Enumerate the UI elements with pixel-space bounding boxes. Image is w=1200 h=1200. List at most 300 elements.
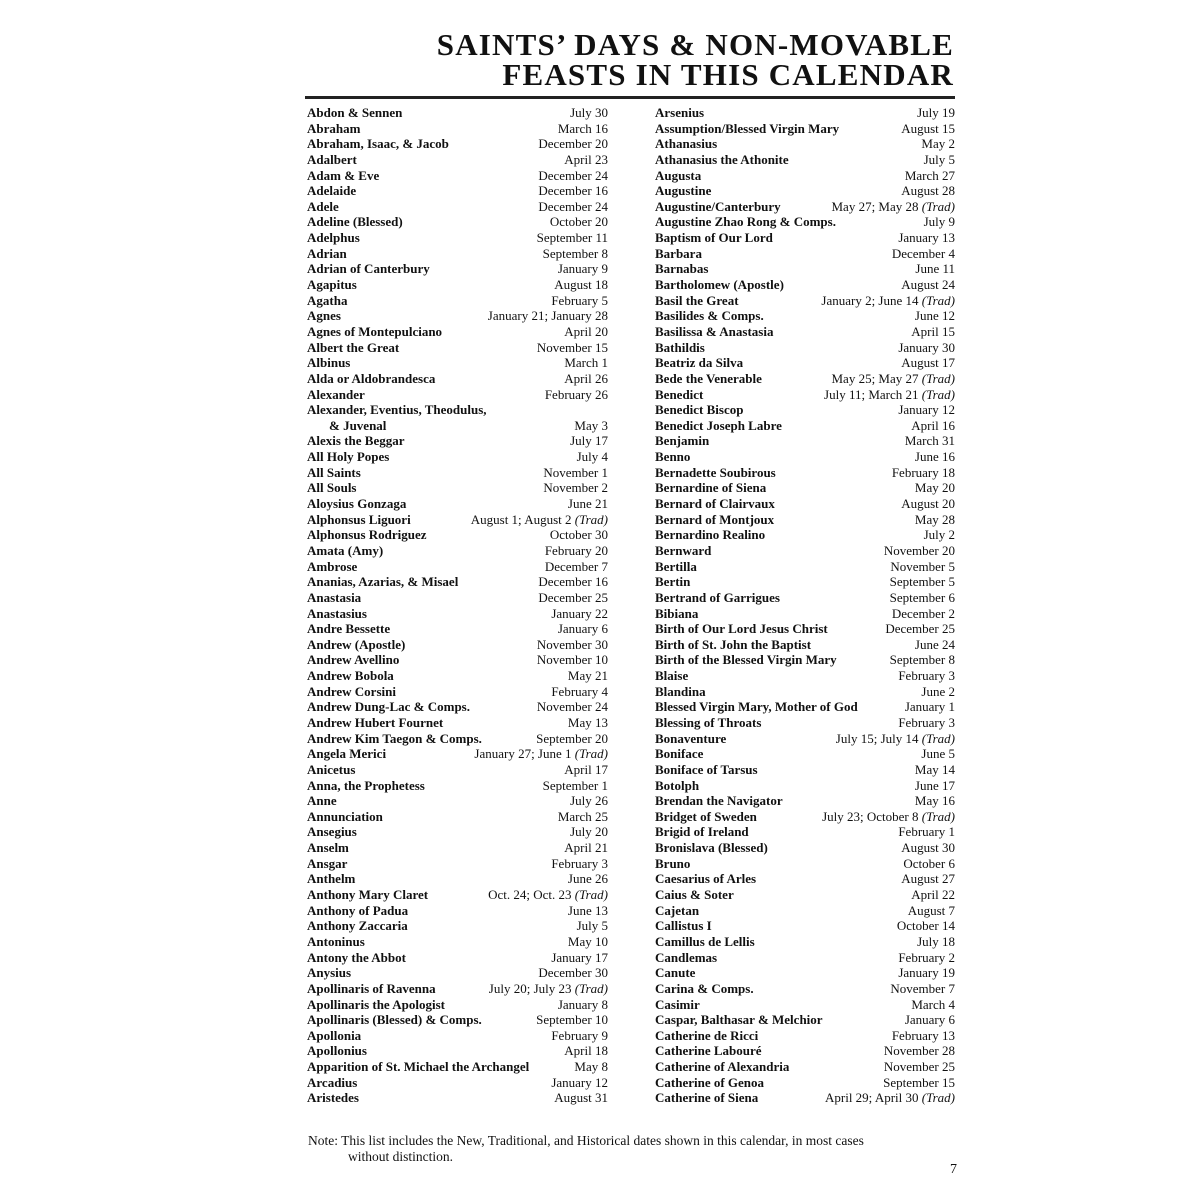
list-item <box>655 934 955 950</box>
feast-date-text: August 30 <box>901 840 955 856</box>
traditional-marker: (Trad) <box>921 292 955 308</box>
saint-name: Blandina <box>655 683 706 699</box>
list-item <box>307 293 608 309</box>
feast-date <box>558 997 608 1013</box>
feast-date <box>564 840 608 856</box>
feast-date <box>890 590 955 606</box>
feast-date-text: May 20 <box>914 480 955 496</box>
saint-name: Brendan the Navigator <box>655 793 783 809</box>
saint-name: Brigid of Ireland <box>655 824 749 840</box>
list-item <box>307 136 608 152</box>
feast-date <box>489 981 608 997</box>
feast-date <box>901 277 955 293</box>
feast-date-text: January 9 <box>557 261 608 277</box>
saint-name: Bernardino Realino <box>655 527 766 543</box>
list-item <box>655 918 955 934</box>
feast-date-text: November 25 <box>883 1059 955 1075</box>
feast-date-text: March 31 <box>904 433 955 449</box>
saint-name: Abdon & Sennen <box>307 105 403 120</box>
feast-date-text: November 24 <box>536 699 608 715</box>
feast-date-text: Oct. 24; Oct. 23 <box>488 887 572 903</box>
feast-date-text: July 4 <box>576 449 608 465</box>
feast-date-text: August 7 <box>907 902 955 918</box>
saint-name: Bartholomew (Apostle) <box>655 277 784 293</box>
list-item <box>307 590 608 606</box>
feast-date <box>537 652 608 668</box>
title-line-2: FEASTS IN THIS CALENDAR <box>502 57 954 92</box>
feast-date <box>550 214 608 230</box>
list-item <box>655 308 955 324</box>
feast-date-text: August 17 <box>901 355 955 371</box>
list-item <box>655 778 955 794</box>
saint-name: Alphonsus Rodriguez <box>307 527 427 543</box>
saint-name: Augustine/Canterbury <box>655 198 781 214</box>
list-item <box>655 997 955 1013</box>
feast-date <box>551 1028 608 1044</box>
feast-date <box>551 1075 608 1091</box>
saint-name: Caspar, Balthasar & Melchior <box>655 1012 823 1028</box>
saint-name: Bruno <box>655 855 691 871</box>
list-item <box>655 809 955 825</box>
feast-date <box>554 1090 608 1106</box>
feast-date <box>915 512 955 528</box>
feast-date <box>908 903 955 919</box>
list-item <box>655 324 955 340</box>
saint-name: Albert the Great <box>307 339 400 355</box>
feast-date <box>568 668 608 684</box>
feast-date <box>538 168 608 184</box>
saint-name: Carina & Comps. <box>655 980 754 996</box>
list-item <box>307 715 608 731</box>
list-item <box>655 543 955 559</box>
feast-date <box>821 293 955 309</box>
feast-date <box>921 746 955 762</box>
feast-date-text: February 20 <box>544 542 608 558</box>
list-item <box>655 731 955 747</box>
list-item <box>307 887 608 903</box>
traditional-marker: (Trad) <box>921 1090 955 1106</box>
feast-date <box>545 543 608 559</box>
list-item <box>307 355 608 371</box>
feast-date <box>915 637 955 653</box>
saint-name: Bede the Venerable <box>655 370 762 386</box>
feast-date-text: January 12 <box>898 402 955 418</box>
saint-name: Agnes of Montepulciano <box>307 323 443 339</box>
feast-date-text: June 13 <box>567 902 608 918</box>
saint-name: Andrew Avellino <box>307 652 400 668</box>
feast-date-text: September 15 <box>883 1074 955 1090</box>
feast-date-text: April 26 <box>564 370 608 386</box>
list-item <box>655 168 955 184</box>
feast-date <box>898 668 955 684</box>
saint-name: Birth of the Blessed Virgin Mary <box>655 652 837 668</box>
feast-date-text: September 10 <box>536 1012 608 1028</box>
list-item <box>655 480 955 496</box>
feast-date-text: December 20 <box>538 136 608 152</box>
feast-date-text: January 17 <box>551 949 608 965</box>
list-item <box>307 559 608 575</box>
list-item <box>307 527 608 543</box>
feast-date-text: March 4 <box>911 996 955 1012</box>
feast-date-text: November 10 <box>536 652 608 668</box>
feast-date <box>537 699 608 715</box>
list-item <box>655 152 955 168</box>
list-item <box>307 433 608 449</box>
feast-date <box>901 871 955 887</box>
list-item <box>307 809 608 825</box>
saint-name: Boniface of Tarsus <box>655 761 758 777</box>
saint-name: Bernard of Clairvaux <box>655 496 775 512</box>
feast-date <box>897 918 955 934</box>
saint-name: All Saints <box>307 464 361 480</box>
feast-date <box>917 105 955 121</box>
feast-date <box>568 903 608 919</box>
feast-date <box>825 1090 955 1106</box>
list-item <box>655 684 955 700</box>
feast-date-text: November 15 <box>536 339 608 355</box>
list-item <box>655 871 955 887</box>
feast-date <box>537 340 608 356</box>
feast-date <box>543 480 608 496</box>
feast-date <box>550 527 608 543</box>
feast-date <box>471 512 608 528</box>
feast-date <box>536 731 608 747</box>
saint-name: Caesarius of Arles <box>655 871 757 887</box>
list-item <box>307 668 608 684</box>
feast-date <box>822 809 955 825</box>
feast-date-text: November 28 <box>883 1043 955 1059</box>
saint-name: Apollonius <box>307 1043 367 1059</box>
saint-name: Adele <box>307 198 339 214</box>
saint-name: Caius & Soter <box>655 887 734 903</box>
feast-date-text: July 5 <box>576 918 608 934</box>
feast-date <box>551 856 608 872</box>
saint-name: Apollonia <box>307 1027 362 1043</box>
feast-date-text: July 20 <box>570 824 608 840</box>
feast-date-text: May 25; May 27 <box>831 370 919 386</box>
saint-name: Anthony of Padua <box>307 902 409 918</box>
feast-date-text: May 14 <box>914 761 955 777</box>
feast-date-text: February 4 <box>551 683 608 699</box>
feast-date <box>901 840 955 856</box>
feast-date <box>905 1012 955 1028</box>
saint-name: Botolph <box>655 777 700 793</box>
list-item <box>655 418 955 434</box>
feast-date <box>898 230 955 246</box>
feast-date <box>564 355 608 371</box>
feast-date-text: September 5 <box>889 574 955 590</box>
saint-name: Arcadius <box>307 1074 358 1090</box>
feast-date-text: February 13 <box>891 1027 955 1043</box>
feast-date-text: April 22 <box>911 887 955 903</box>
list-item <box>655 793 955 809</box>
feast-date-text: July 2 <box>923 527 955 543</box>
feast-date <box>901 183 955 199</box>
feast-date <box>564 1043 608 1059</box>
saint-name: Bernadette Soubirous <box>655 464 776 480</box>
saint-name: Basilides & Comps. <box>655 308 764 324</box>
saint-name: Agnes <box>307 308 341 324</box>
saint-name: Alphonsus Liguori <box>307 511 411 527</box>
feast-date-text: April 18 <box>564 1043 608 1059</box>
saint-name: Anysius <box>307 965 352 981</box>
feast-date <box>905 433 955 449</box>
feast-date-text: July 11; March 21 <box>824 386 919 402</box>
feast-date <box>551 684 608 700</box>
saint-name: Abraham, Isaac, & Jacob <box>307 136 449 152</box>
feast-date-text: July 17 <box>570 433 608 449</box>
list-item <box>655 402 955 418</box>
feast-date-text: August 1; August 2 <box>470 511 572 527</box>
feast-date <box>884 1043 955 1059</box>
saint-name: Adalbert <box>307 151 357 167</box>
saint-name: Blaise <box>655 668 689 684</box>
saint-name: Adrian <box>307 245 347 261</box>
feast-date-text: July 26 <box>570 793 608 809</box>
feast-date <box>892 246 955 262</box>
feast-date-text: February 3 <box>898 714 955 730</box>
feast-date-text: November 20 <box>883 542 955 558</box>
list-item <box>655 856 955 872</box>
list-item <box>655 261 955 277</box>
feast-date <box>570 824 608 840</box>
feast-date-text: July 9 <box>923 214 955 230</box>
list-item <box>307 652 608 668</box>
feast-date <box>536 1012 608 1028</box>
list-item <box>655 903 955 919</box>
saint-name: Catherine Labouré <box>655 1043 762 1059</box>
list-item <box>307 950 608 966</box>
feast-date <box>924 152 955 168</box>
list-item <box>307 246 608 262</box>
feast-date <box>538 965 608 981</box>
list-item <box>307 637 608 653</box>
list-item <box>307 418 608 434</box>
list-item <box>307 1028 608 1044</box>
feast-date <box>898 340 955 356</box>
saint-name: Augustine Zhao Rong & Comps. <box>655 214 836 230</box>
feast-date <box>890 652 955 668</box>
saint-name: Aloysius Gonzaga <box>307 496 407 512</box>
feast-date-text: January 12 <box>551 1074 608 1090</box>
feast-date-text: October 14 <box>896 918 955 934</box>
saint-name: Alexander <box>307 386 365 402</box>
list-item <box>307 574 608 590</box>
list-item <box>307 402 608 418</box>
list-item <box>307 934 608 950</box>
list-item <box>307 480 608 496</box>
list-item <box>655 105 955 121</box>
list-item <box>307 997 608 1013</box>
feast-date-text: December 16 <box>538 574 608 590</box>
feast-date <box>474 746 608 762</box>
saint-name: Adelaide <box>307 183 357 199</box>
saint-name: Adam & Eve <box>307 167 380 183</box>
list-item <box>307 168 608 184</box>
list-item <box>307 543 608 559</box>
list-item <box>655 590 955 606</box>
feast-date <box>554 277 608 293</box>
feast-date-text: May 28 <box>914 511 955 527</box>
saint-name: Camillus de Lellis <box>655 933 755 949</box>
saint-name: Ambrose <box>307 558 358 574</box>
saint-name: Barbara <box>655 245 702 261</box>
footnote-line-2: without distinction. <box>348 1149 454 1164</box>
feast-date-text: June 2 <box>921 683 955 699</box>
saint-name: Catherine of Genoa <box>655 1074 765 1090</box>
feast-date-text: July 5 <box>923 151 955 167</box>
saint-name: All Souls <box>307 480 357 496</box>
saint-name: Benedict <box>655 386 704 402</box>
list-item <box>307 449 608 465</box>
traditional-marker: (Trad) <box>574 887 608 903</box>
feast-date-text: December 4 <box>891 245 955 261</box>
list-item <box>307 1043 608 1059</box>
saint-name: All Holy Popes <box>307 449 390 465</box>
feast-date <box>898 824 955 840</box>
feast-date <box>551 293 608 309</box>
feast-date-text: December 25 <box>538 589 608 605</box>
feast-date-text: April 15 <box>911 323 955 339</box>
feast-date <box>564 152 608 168</box>
feast-date-text: May 10 <box>567 933 608 949</box>
feast-date-text: April 21 <box>564 840 608 856</box>
saint-name: Augustine <box>655 183 712 199</box>
saint-name: Andrew Corsini <box>307 683 396 699</box>
feast-date <box>921 136 955 152</box>
list-item <box>307 856 608 872</box>
saint-name: Benedict Joseph Labre <box>655 417 782 433</box>
feast-date <box>911 324 955 340</box>
feast-date-text: July 15; July 14 <box>835 730 919 746</box>
saint-name: Bernward <box>655 542 712 558</box>
feast-date <box>551 606 608 622</box>
saint-name: Benedict Biscop <box>655 402 744 418</box>
feast-date <box>545 387 608 403</box>
feast-date <box>570 105 608 121</box>
list-item <box>307 1090 608 1106</box>
saint-name: Beatriz da Silva <box>655 355 744 371</box>
feast-date-text: November 1 <box>543 464 608 480</box>
saint-name: Anselm <box>307 840 349 856</box>
list-item <box>307 762 608 778</box>
list-item <box>307 903 608 919</box>
list-item <box>655 1043 955 1059</box>
saint-name: Apollinaris (Blessed) & Comps. <box>307 1012 482 1028</box>
feast-date-text: February 3 <box>551 855 608 871</box>
feast-date <box>537 230 608 246</box>
feast-date-text: February 9 <box>551 1027 608 1043</box>
saint-name: Bibiana <box>655 605 699 621</box>
feast-date <box>915 308 955 324</box>
list-item <box>307 121 608 137</box>
list-item <box>655 606 955 622</box>
feast-date-text: May 21 <box>567 668 608 684</box>
feast-date <box>538 199 608 215</box>
list-item <box>307 1012 608 1028</box>
feast-date <box>538 590 608 606</box>
list-item <box>307 746 608 762</box>
feast-date <box>824 387 955 403</box>
saint-name: Boniface <box>655 746 704 762</box>
feast-date-text: February 5 <box>551 292 608 308</box>
list-item <box>307 684 608 700</box>
list-item <box>307 152 608 168</box>
feast-date-text: January 6 <box>557 621 608 637</box>
feast-date-text: August 24 <box>901 277 955 293</box>
list-item <box>655 277 955 293</box>
feast-date-text: May 3 <box>574 417 608 433</box>
saint-name: Benjamin <box>655 433 710 449</box>
list-item <box>655 559 955 575</box>
saint-name: Andrew Bobola <box>307 668 394 684</box>
list-item <box>307 1059 608 1075</box>
feast-date <box>898 715 955 731</box>
list-item <box>307 261 608 277</box>
feast-date-text: December 2 <box>891 605 955 621</box>
feast-date-text: January 13 <box>898 230 955 246</box>
list-item <box>307 793 608 809</box>
saint-name: Basilissa & Anastasia <box>655 323 774 339</box>
saint-name: Athanasius the Athonite <box>655 151 789 167</box>
list-item <box>655 981 955 997</box>
feast-date <box>898 402 955 418</box>
feast-date <box>558 261 608 277</box>
list-item <box>307 277 608 293</box>
feast-date-text: September 6 <box>889 589 955 605</box>
feast-date <box>488 308 608 324</box>
feast-date <box>577 918 608 934</box>
feast-date-text: June 5 <box>921 746 955 762</box>
feast-date-text: December 24 <box>538 198 608 214</box>
list-item <box>655 621 955 637</box>
list-item <box>307 371 608 387</box>
feast-date <box>568 496 608 512</box>
feast-date <box>905 699 955 715</box>
feast-date <box>915 762 955 778</box>
feast-date <box>901 355 955 371</box>
feast-date-text: November 5 <box>890 558 955 574</box>
list-item <box>655 214 955 230</box>
feast-date <box>564 371 608 387</box>
feast-date-text: February 18 <box>891 464 955 480</box>
saint-name: Aristedes <box>307 1090 359 1106</box>
list-item <box>307 387 608 403</box>
feast-date-text: October 30 <box>549 527 608 543</box>
saint-name: Andrew Hubert Fournet <box>307 714 444 730</box>
list-item <box>655 1090 955 1106</box>
feast-date-text: January 22 <box>551 605 608 621</box>
saint-name: Agapitus <box>307 277 357 293</box>
saint-name: Adrian of Canterbury <box>307 261 430 277</box>
feast-date-text: June 17 <box>914 777 955 793</box>
feast-date-text: June 16 <box>914 449 955 465</box>
feast-date <box>570 793 608 809</box>
feast-date-text: September 20 <box>536 730 608 746</box>
feast-date-text: February 2 <box>898 949 955 965</box>
list-item <box>655 715 955 731</box>
feast-date-text: May 27; May 28 <box>831 198 919 214</box>
feast-date <box>543 778 608 794</box>
feast-date-text: September 8 <box>542 245 608 261</box>
list-item <box>655 340 955 356</box>
list-item <box>307 512 608 528</box>
feast-date-text: August 20 <box>901 496 955 512</box>
saint-name: Angela Merici <box>307 746 387 762</box>
feast-date <box>836 731 955 747</box>
feast-date <box>915 778 955 794</box>
saint-name: Bertin <box>655 574 691 590</box>
